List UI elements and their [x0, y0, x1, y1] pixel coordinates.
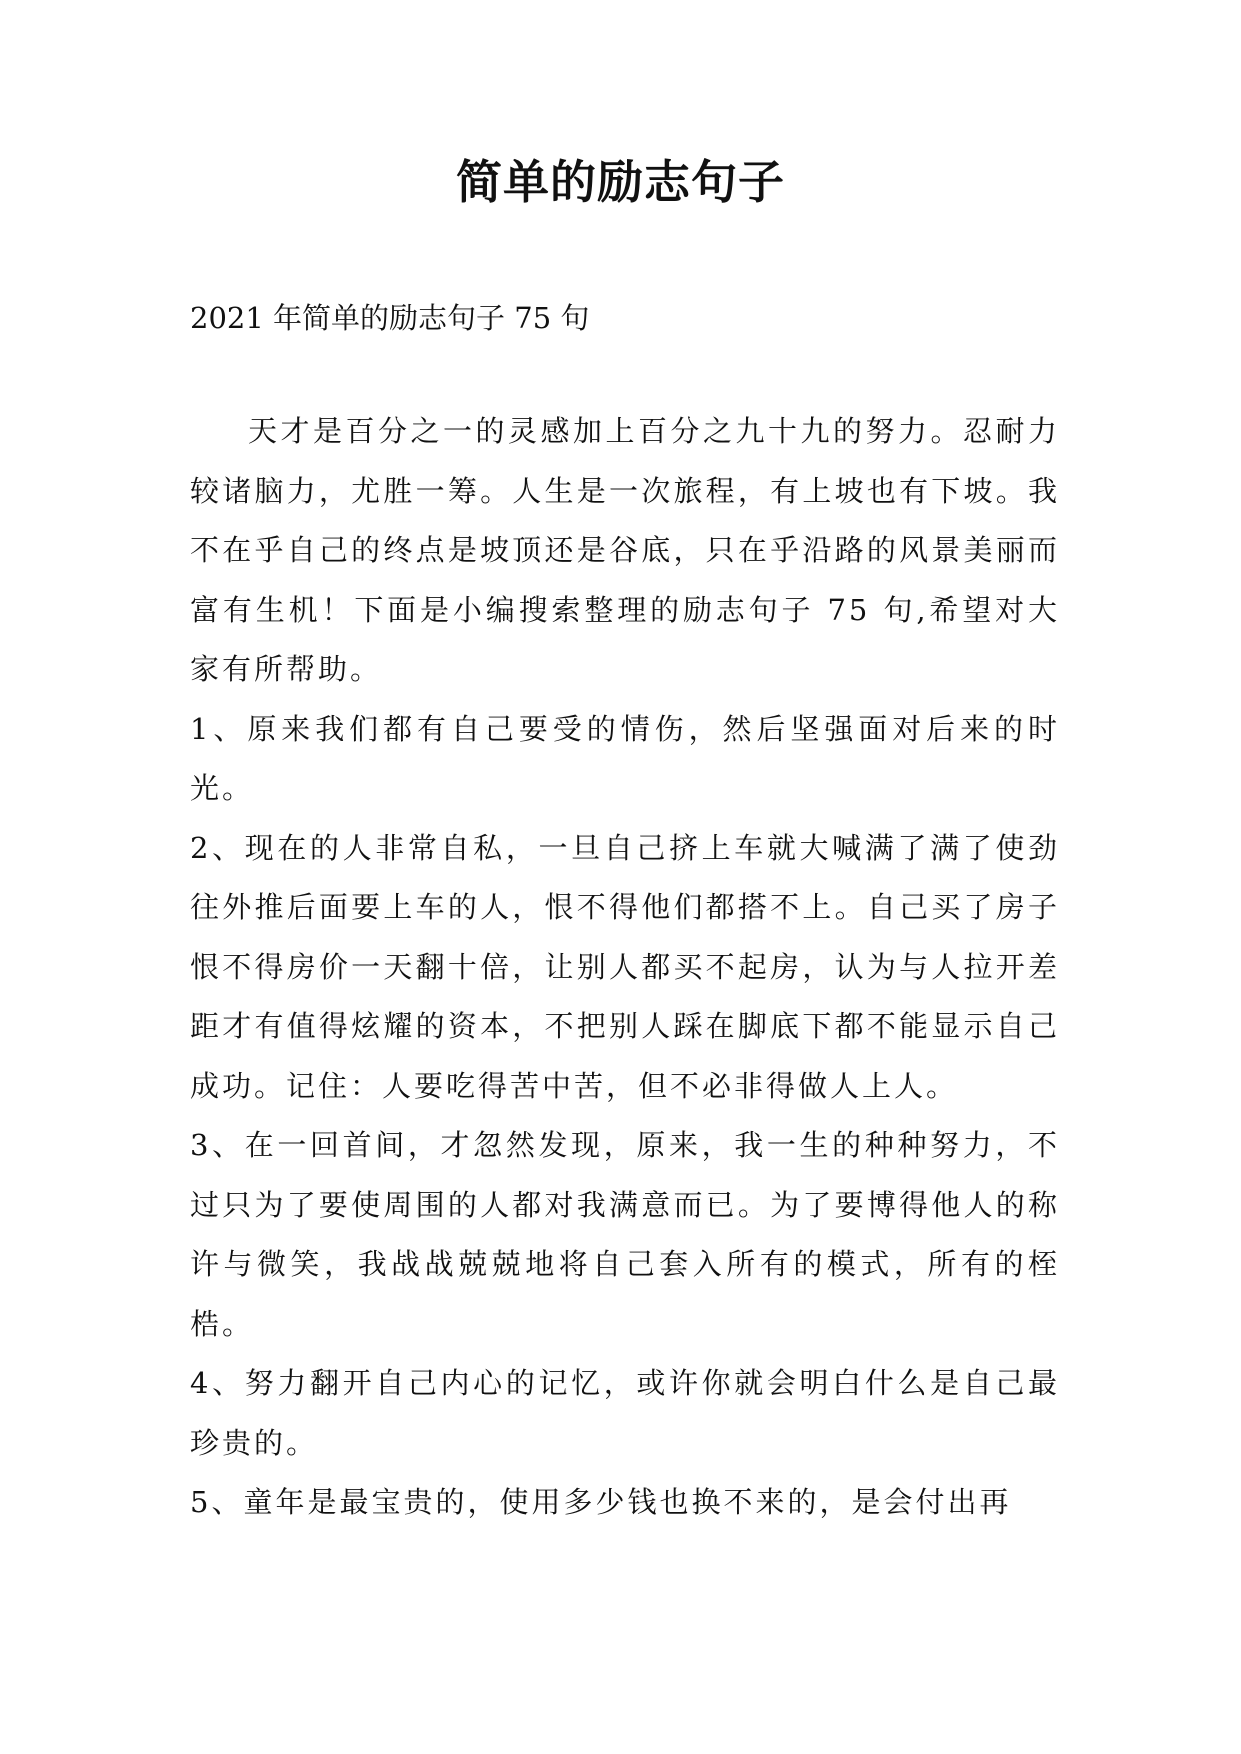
list-item: 3、在一回首间，才忽然发现，原来，我一生的种种努力，不过只为了要使周围的人都对我满意而已。为了要博得他人的称许与微笑，我战战兢兢地将自己套入所有的模式，所有的桎梏。	[190, 1128, 1060, 1341]
document-title: 简单的励志句子	[456, 155, 785, 209]
list-item: 1、原来我们都有自己要受的情伤，然后坚强面对后来的时光。	[190, 711, 1060, 805]
intro-paragraph: 天才是百分之一的灵感加上百分之九十九的努力。忍耐力较诸脑力，尤胜一筹。人生是一次旅程，有上坡也有下坡。我不在乎自己的终点是坡顶还是谷底，只在乎沿路的风景美丽而富有生机！下面是小编搜索整理的励志句子 75 句,希望对大家有所帮助。	[190, 414, 1060, 686]
list-item: 4、努力翻开自己内心的记忆，或许你就会明白什么是自己最珍贵的。	[190, 1366, 1060, 1460]
list-item: 2、现在的人非常自私，一旦自己挤上车就大喊满了满了使劲往外推后面要上车的人，恨不得他们都搭不上。自己买了房子恨不得房价一天翻十倍，让别人都买不起房，认为与人拉开差距才有值得炫耀的资本，不把别人踩在脚底下都不能显示自己成功。记住：人要吃得苦中苦，但不必非得做人上人。	[190, 830, 1060, 1103]
document-body	[190, 402, 1060, 1533]
document-subtitle: 2021 年简单的励志句子 75 句	[190, 301, 590, 335]
list-item: 5、童年是最宝贵的，使用多少钱也换不来的，是会付出再	[190, 1485, 1012, 1519]
